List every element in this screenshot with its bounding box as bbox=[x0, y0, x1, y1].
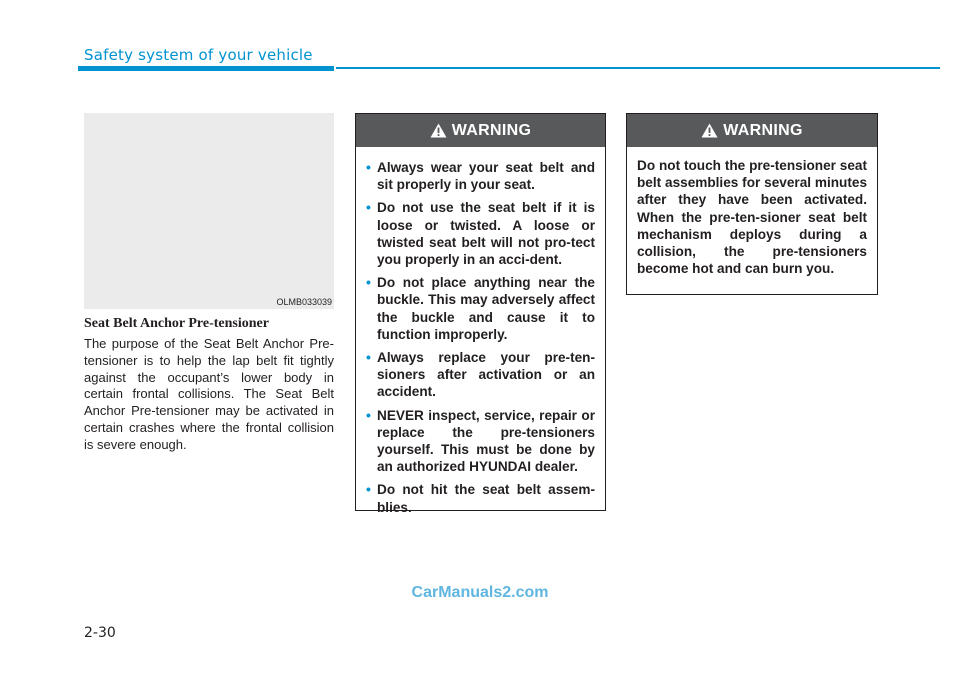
figure-image bbox=[84, 113, 334, 309]
header-rule-thick bbox=[78, 66, 334, 71]
warning-list bbox=[356, 147, 605, 516]
warning-title: WARNING bbox=[451, 121, 532, 139]
warning-item: • Always replace your pre-ten-sioners after activation or an accident. bbox=[366, 349, 595, 400]
warning-box-left bbox=[355, 113, 606, 515]
warning-text: Do not touch the pre-tensioner seat belt assemblies for several minutes after they have been activated. When the pre-ten-sioner seat belt mechanism deploys during a collision, the pre-tensioners become hot and can burn you. bbox=[637, 158, 867, 277]
section-header-title: Safety system of your vehicle bbox=[84, 46, 313, 64]
section-heading: Seat Belt Anchor Pre-tensioner bbox=[84, 316, 269, 331]
header-rule-thin bbox=[336, 67, 940, 69]
warning-title: WARNING bbox=[723, 121, 803, 139]
warning-item: • Do not place anything near the buckle. This may adversely affect the buckle and cause it to function improperly. bbox=[366, 274, 595, 342]
warning-item: • Do not use the seat belt if it is loose or twisted. A loose or twisted seat belt will not pro-tect you properly in an acci-dent. bbox=[366, 199, 595, 268]
watermark-link[interactable]: CarManuals2.com bbox=[411, 584, 549, 601]
warning-header bbox=[356, 114, 605, 147]
bullet-icon: • bbox=[366, 199, 371, 216]
warning-item: • Always wear your seat belt and sit properly in your seat. bbox=[366, 159, 595, 193]
warning-box-right bbox=[626, 113, 878, 295]
warning-item: • Do not hit the seat belt assem-blies. bbox=[366, 481, 595, 515]
warning-header bbox=[627, 114, 877, 147]
bullet-icon: • bbox=[366, 274, 371, 291]
bullet-icon: • bbox=[366, 406, 371, 423]
page-number: 2-30 bbox=[84, 625, 116, 641]
section-body-text: The purpose of the Seat Belt Anchor Pre-tensioner is to help the lap belt fit tightly against the occupant’s lower body in certain frontal collisions. The Seat Belt Anchor Pre-tensioner may be activated in certain crashes where the frontal collision is severe enough. bbox=[84, 336, 334, 452]
bullet-icon: • bbox=[366, 481, 371, 498]
warning-triangle-icon bbox=[701, 123, 718, 138]
warning-item: • NEVER inspect, service, repair or replace the pre-tensioners yourself. This must be done by an authorized HYUNDAI dealer. bbox=[366, 406, 595, 475]
figure-code: OLMB033039 bbox=[276, 297, 332, 307]
warning-triangle-icon bbox=[430, 123, 447, 138]
bullet-icon: • bbox=[366, 159, 371, 175]
bullet-icon: • bbox=[366, 349, 371, 366]
